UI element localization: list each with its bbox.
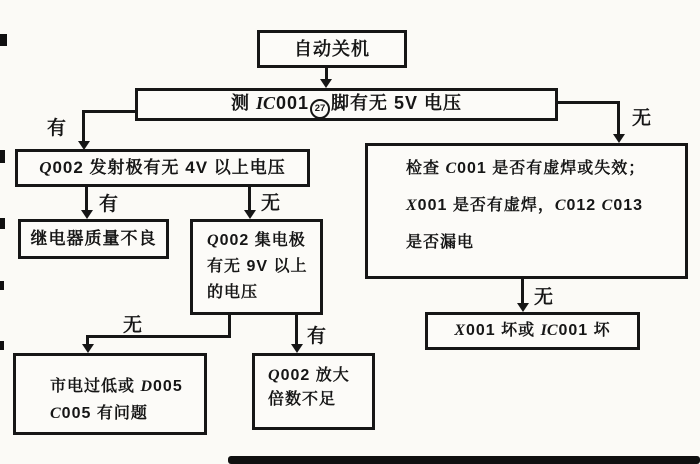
edge-label-emitter-no: 无 [261, 193, 281, 214]
node-mains-low-d005-c005: 市电过低或 D005 C005 有问题 [13, 353, 207, 435]
arrow-down-icon [517, 303, 529, 312]
node-q002-emitter-4v: Q002 发射极有无 4V 以上电压 [15, 149, 310, 187]
scan-artifact [0, 150, 5, 163]
scan-artifact [0, 218, 5, 229]
arrow-down-icon [82, 344, 94, 353]
edge-label-test-yes: 有 [47, 118, 67, 139]
scan-artifact [0, 281, 4, 290]
connector-check-xbad-line [521, 278, 524, 304]
edge-label-collector-no: 无 [123, 315, 143, 336]
arrow-down-icon [320, 79, 332, 88]
node-auto-shutdown: 自动关机 [257, 30, 407, 68]
arrow-down-icon [291, 344, 303, 353]
connector-test-check-line [558, 101, 620, 104]
connector-emitter-collector-line [248, 187, 251, 211]
connector-test-check-line [617, 101, 620, 135]
node-relay-bad-quality: 继电器质量不良 [18, 219, 169, 259]
arrow-down-icon [244, 210, 256, 219]
connector-test-emitter-line [82, 110, 135, 113]
node-q002-collector-9v: Q002 集电极 有无 9V 以上 的电压 [190, 219, 323, 315]
connector-collector-gain-line [295, 315, 298, 345]
edge-label-emitter-yes: 有 [99, 194, 119, 215]
connector-collector-mains-line [86, 335, 231, 338]
scan-artifact [228, 456, 700, 464]
scan-artifact [0, 34, 7, 46]
node-check-c001-x001-c012: 检查 C001 是否有虚焊或失效； X001 是否有虚焊，C012 C013 是否漏电 [365, 143, 688, 279]
edge-label-collector-yes: 有 [307, 326, 327, 347]
node-q002-gain-insufficient: Q002 放大 倍数不足 [252, 353, 375, 430]
connector-emitter-relay-line [85, 187, 88, 211]
arrow-down-icon [78, 141, 90, 150]
edge-label-test-no: 无 [632, 108, 652, 129]
arrow-down-icon [613, 134, 625, 143]
node-test-ic001-pin27-5v: 测 IC001 27 脚有无 5V 电压 [135, 88, 558, 121]
arrow-down-icon [81, 210, 93, 219]
scan-artifact [0, 341, 4, 350]
node-x001-or-ic001-bad: X001 坏或 IC001 坏 [425, 312, 640, 350]
edge-label-check-no: 无 [534, 287, 554, 308]
connector-test-emitter-line [82, 110, 85, 143]
